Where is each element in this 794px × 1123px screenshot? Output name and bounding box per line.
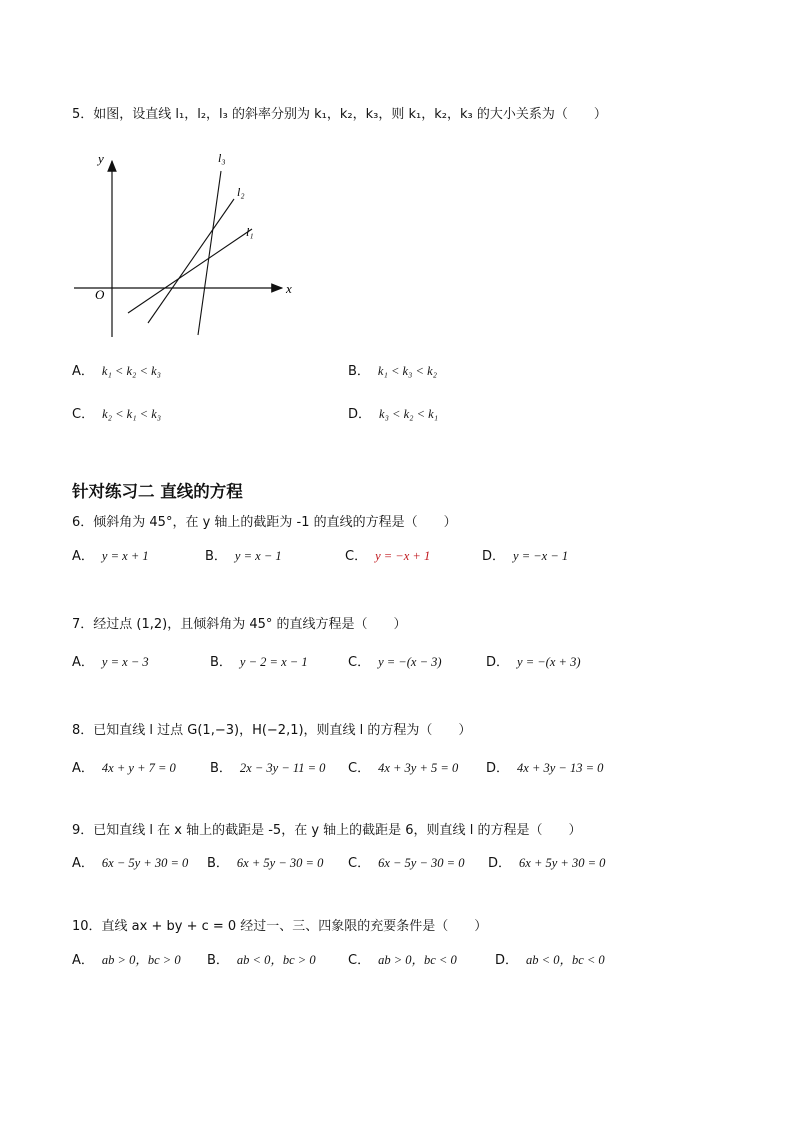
- option-text: 6x − 5y − 30 = 0: [378, 856, 465, 870]
- q10-option-d[interactable]: [495, 951, 605, 970]
- option-label: C．: [348, 953, 371, 968]
- option-label: D．: [486, 761, 510, 776]
- l3-label: l₃: [218, 151, 226, 165]
- q7-option-b[interactable]: [210, 653, 308, 672]
- q9-option-b[interactable]: [207, 854, 323, 873]
- option-label: B．: [210, 761, 232, 776]
- question-7-stem: 7．经过点 (1,2)，且倾斜角为 45° 的直线方程是（ ）: [72, 617, 407, 632]
- q5-option-b[interactable]: [348, 362, 437, 381]
- option-text: y = −(x − 3): [378, 655, 442, 669]
- option-label: A．: [72, 549, 94, 564]
- q6-option-c[interactable]: [345, 547, 430, 566]
- q6-option-b[interactable]: [205, 547, 282, 566]
- option-label: B．: [210, 655, 232, 670]
- q9-option-d[interactable]: [488, 854, 605, 873]
- question-10-stem: 10．直线 ax + by + c = 0 经过一、三、四象限的充要条件是（ ）: [72, 919, 488, 934]
- option-label: D．: [348, 407, 372, 422]
- l2-label: l₂: [237, 185, 245, 199]
- option-label: D．: [488, 856, 512, 871]
- option-label: B．: [207, 953, 229, 968]
- option-text: 2x − 3y − 11 = 0: [239, 761, 326, 775]
- question-8-stem: 8．已知直线 l 过点 G(1,−3)，H(−2,1)，则直线 l 的方程为（ ）: [72, 723, 472, 738]
- q6-option-a[interactable]: [72, 547, 149, 566]
- q8-option-c[interactable]: [348, 759, 458, 778]
- option-label: B．: [205, 549, 227, 564]
- q8-option-d[interactable]: [486, 759, 603, 778]
- question-5-stem: 5．如图，设直线 l₁，l₂，l₃ 的斜率分别为 k₁，k₂，k₃，则 k₁，k₂，k₃ 的大小关系为（ ）: [72, 107, 607, 122]
- option-label: A．: [72, 364, 94, 379]
- x-axis-label: x: [286, 281, 292, 296]
- option-text: k₁ < k₂ < k₃: [101, 364, 161, 378]
- section-title: 针对练习二 直线的方程: [72, 482, 243, 501]
- option-text: y − 2 = x − 1: [239, 655, 308, 669]
- option-text: y = x − 1: [234, 549, 282, 563]
- option-text: ab > 0，bc > 0: [101, 953, 181, 967]
- option-text: ab < 0，bc < 0: [526, 953, 605, 967]
- q10-option-b[interactable]: [207, 951, 316, 970]
- option-label: C．: [348, 856, 371, 871]
- q8-option-a[interactable]: [72, 759, 176, 778]
- option-text: ab < 0，bc > 0: [236, 953, 316, 967]
- option-text: 4x + 3y − 13 = 0: [517, 761, 604, 775]
- origin-label: O: [95, 287, 105, 302]
- option-label: A．: [72, 655, 94, 670]
- option-text: 4x + y + 7 = 0: [101, 761, 176, 775]
- option-label: C．: [348, 655, 371, 670]
- q5-option-a[interactable]: [72, 362, 161, 381]
- q6-option-d[interactable]: [482, 547, 568, 566]
- option-label: C．: [348, 761, 371, 776]
- option-label: D．: [486, 655, 510, 670]
- option-text: ab > 0，bc < 0: [378, 953, 457, 967]
- q9-option-c[interactable]: [348, 854, 464, 873]
- q8-option-b[interactable]: [210, 759, 325, 778]
- option-text: y = x − 3: [101, 655, 149, 669]
- q10-option-c[interactable]: [348, 951, 457, 970]
- line-l2: [148, 199, 234, 323]
- option-text: y = −x + 1: [375, 549, 431, 563]
- option-label: A．: [72, 761, 94, 776]
- option-label: D．: [482, 549, 506, 564]
- slope-figure: [70, 145, 310, 345]
- option-text: k₁ < k₃ < k₂: [377, 364, 437, 378]
- line-l1: [128, 229, 252, 313]
- q7-option-d[interactable]: [486, 653, 581, 672]
- option-text: 6x − 5y + 30 = 0: [101, 856, 189, 870]
- l1-label: l₁: [246, 225, 254, 239]
- option-text: 6x + 5y − 30 = 0: [236, 856, 324, 870]
- option-text: 6x + 5y + 30 = 0: [519, 856, 606, 870]
- option-text: k₂ < k₁ < k₃: [102, 407, 162, 421]
- option-label: C．: [72, 407, 95, 422]
- option-text: 4x + 3y + 5 = 0: [378, 761, 459, 775]
- option-text: k₃ < k₂ < k₁: [379, 407, 439, 421]
- option-label: A．: [72, 953, 94, 968]
- option-label: B．: [348, 364, 370, 379]
- option-label: B．: [207, 856, 229, 871]
- option-label: D．: [495, 953, 519, 968]
- y-axis-label: y: [98, 151, 104, 166]
- option-text: y = x + 1: [101, 549, 149, 563]
- q9-option-a[interactable]: [72, 854, 188, 873]
- option-text: y = −x − 1: [513, 549, 569, 563]
- q5-option-c[interactable]: [72, 405, 161, 424]
- question-6-stem: 6．倾斜角为 45°，在 y 轴上的截距为 -1 的直线的方程是（ ）: [72, 515, 457, 530]
- option-label: A．: [72, 856, 94, 871]
- option-label: C．: [345, 549, 368, 564]
- q7-option-c[interactable]: [348, 653, 442, 672]
- question-9-stem: 9．已知直线 l 在 x 轴上的截距是 -5，在 y 轴上的截距是 6，则直线 l 的方程是（ ）: [72, 823, 582, 838]
- option-text: y = −(x + 3): [517, 655, 581, 669]
- q7-option-a[interactable]: [72, 653, 149, 672]
- q5-option-d[interactable]: [348, 405, 438, 424]
- q10-option-a[interactable]: [72, 951, 181, 970]
